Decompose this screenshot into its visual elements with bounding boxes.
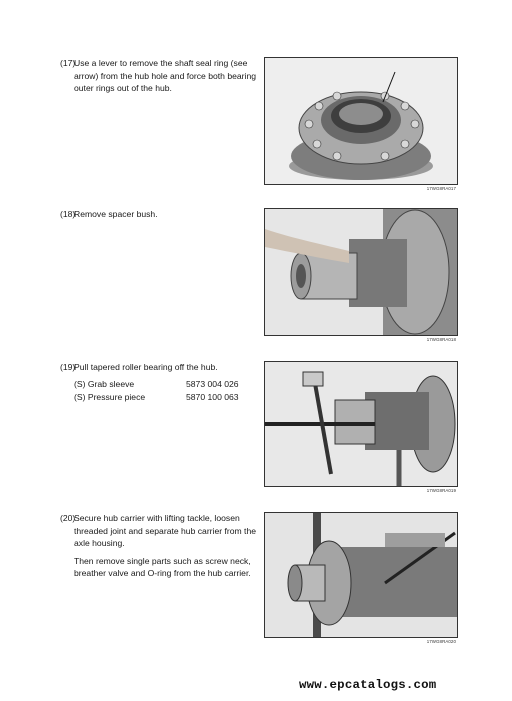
photo-hub-seal-ring bbox=[264, 57, 458, 185]
special-tools-list bbox=[74, 378, 260, 404]
step-20 bbox=[60, 512, 260, 580]
photo-spacer-bush bbox=[264, 208, 458, 336]
photo-bearing-puller bbox=[264, 361, 458, 487]
step-text: Secure hub carrier with lifting tackle, loosen threaded joint and separate hub carrier from the axle housing. bbox=[74, 513, 257, 548]
step-text: Remove spacer bush. bbox=[74, 209, 158, 219]
figure-caption: 17WG8RA020 bbox=[426, 639, 456, 644]
figure-caption: 17WG8RA019 bbox=[426, 488, 456, 493]
photo-hub-carrier-lifting bbox=[264, 512, 458, 638]
figure-caption: 17WG8RA018 bbox=[426, 337, 456, 342]
tool-part-number: 5873 004 026 bbox=[186, 378, 239, 389]
step-number: (18) bbox=[60, 209, 76, 219]
tool-part-number: 5870 100 063 bbox=[186, 392, 239, 402]
tool-name: (S) Pressure piece bbox=[74, 392, 146, 402]
figure-caption: 17WG8RA017 bbox=[426, 186, 456, 191]
step-number: (19) bbox=[60, 362, 76, 372]
step-17 bbox=[60, 57, 260, 95]
step-19 bbox=[60, 361, 260, 404]
step-text-continued: Then remove single parts such as screw neck, breather valve and O-ring from the hub carrier. bbox=[74, 555, 251, 578]
footer-url[interactable]: www.epcatalogs.com bbox=[299, 678, 437, 692]
step-text: Pull tapered roller bearing off the hub. bbox=[74, 362, 218, 372]
step-number: (20) bbox=[60, 513, 76, 523]
tool-name: (S) Grab sleeve bbox=[74, 378, 135, 389]
step-18 bbox=[60, 208, 260, 221]
step-text: Use a lever to remove the shaft seal ring (see arrow) from the hub hole and force both bearing outer rings out of the hub. bbox=[74, 58, 257, 93]
step-number: (17) bbox=[60, 58, 76, 68]
